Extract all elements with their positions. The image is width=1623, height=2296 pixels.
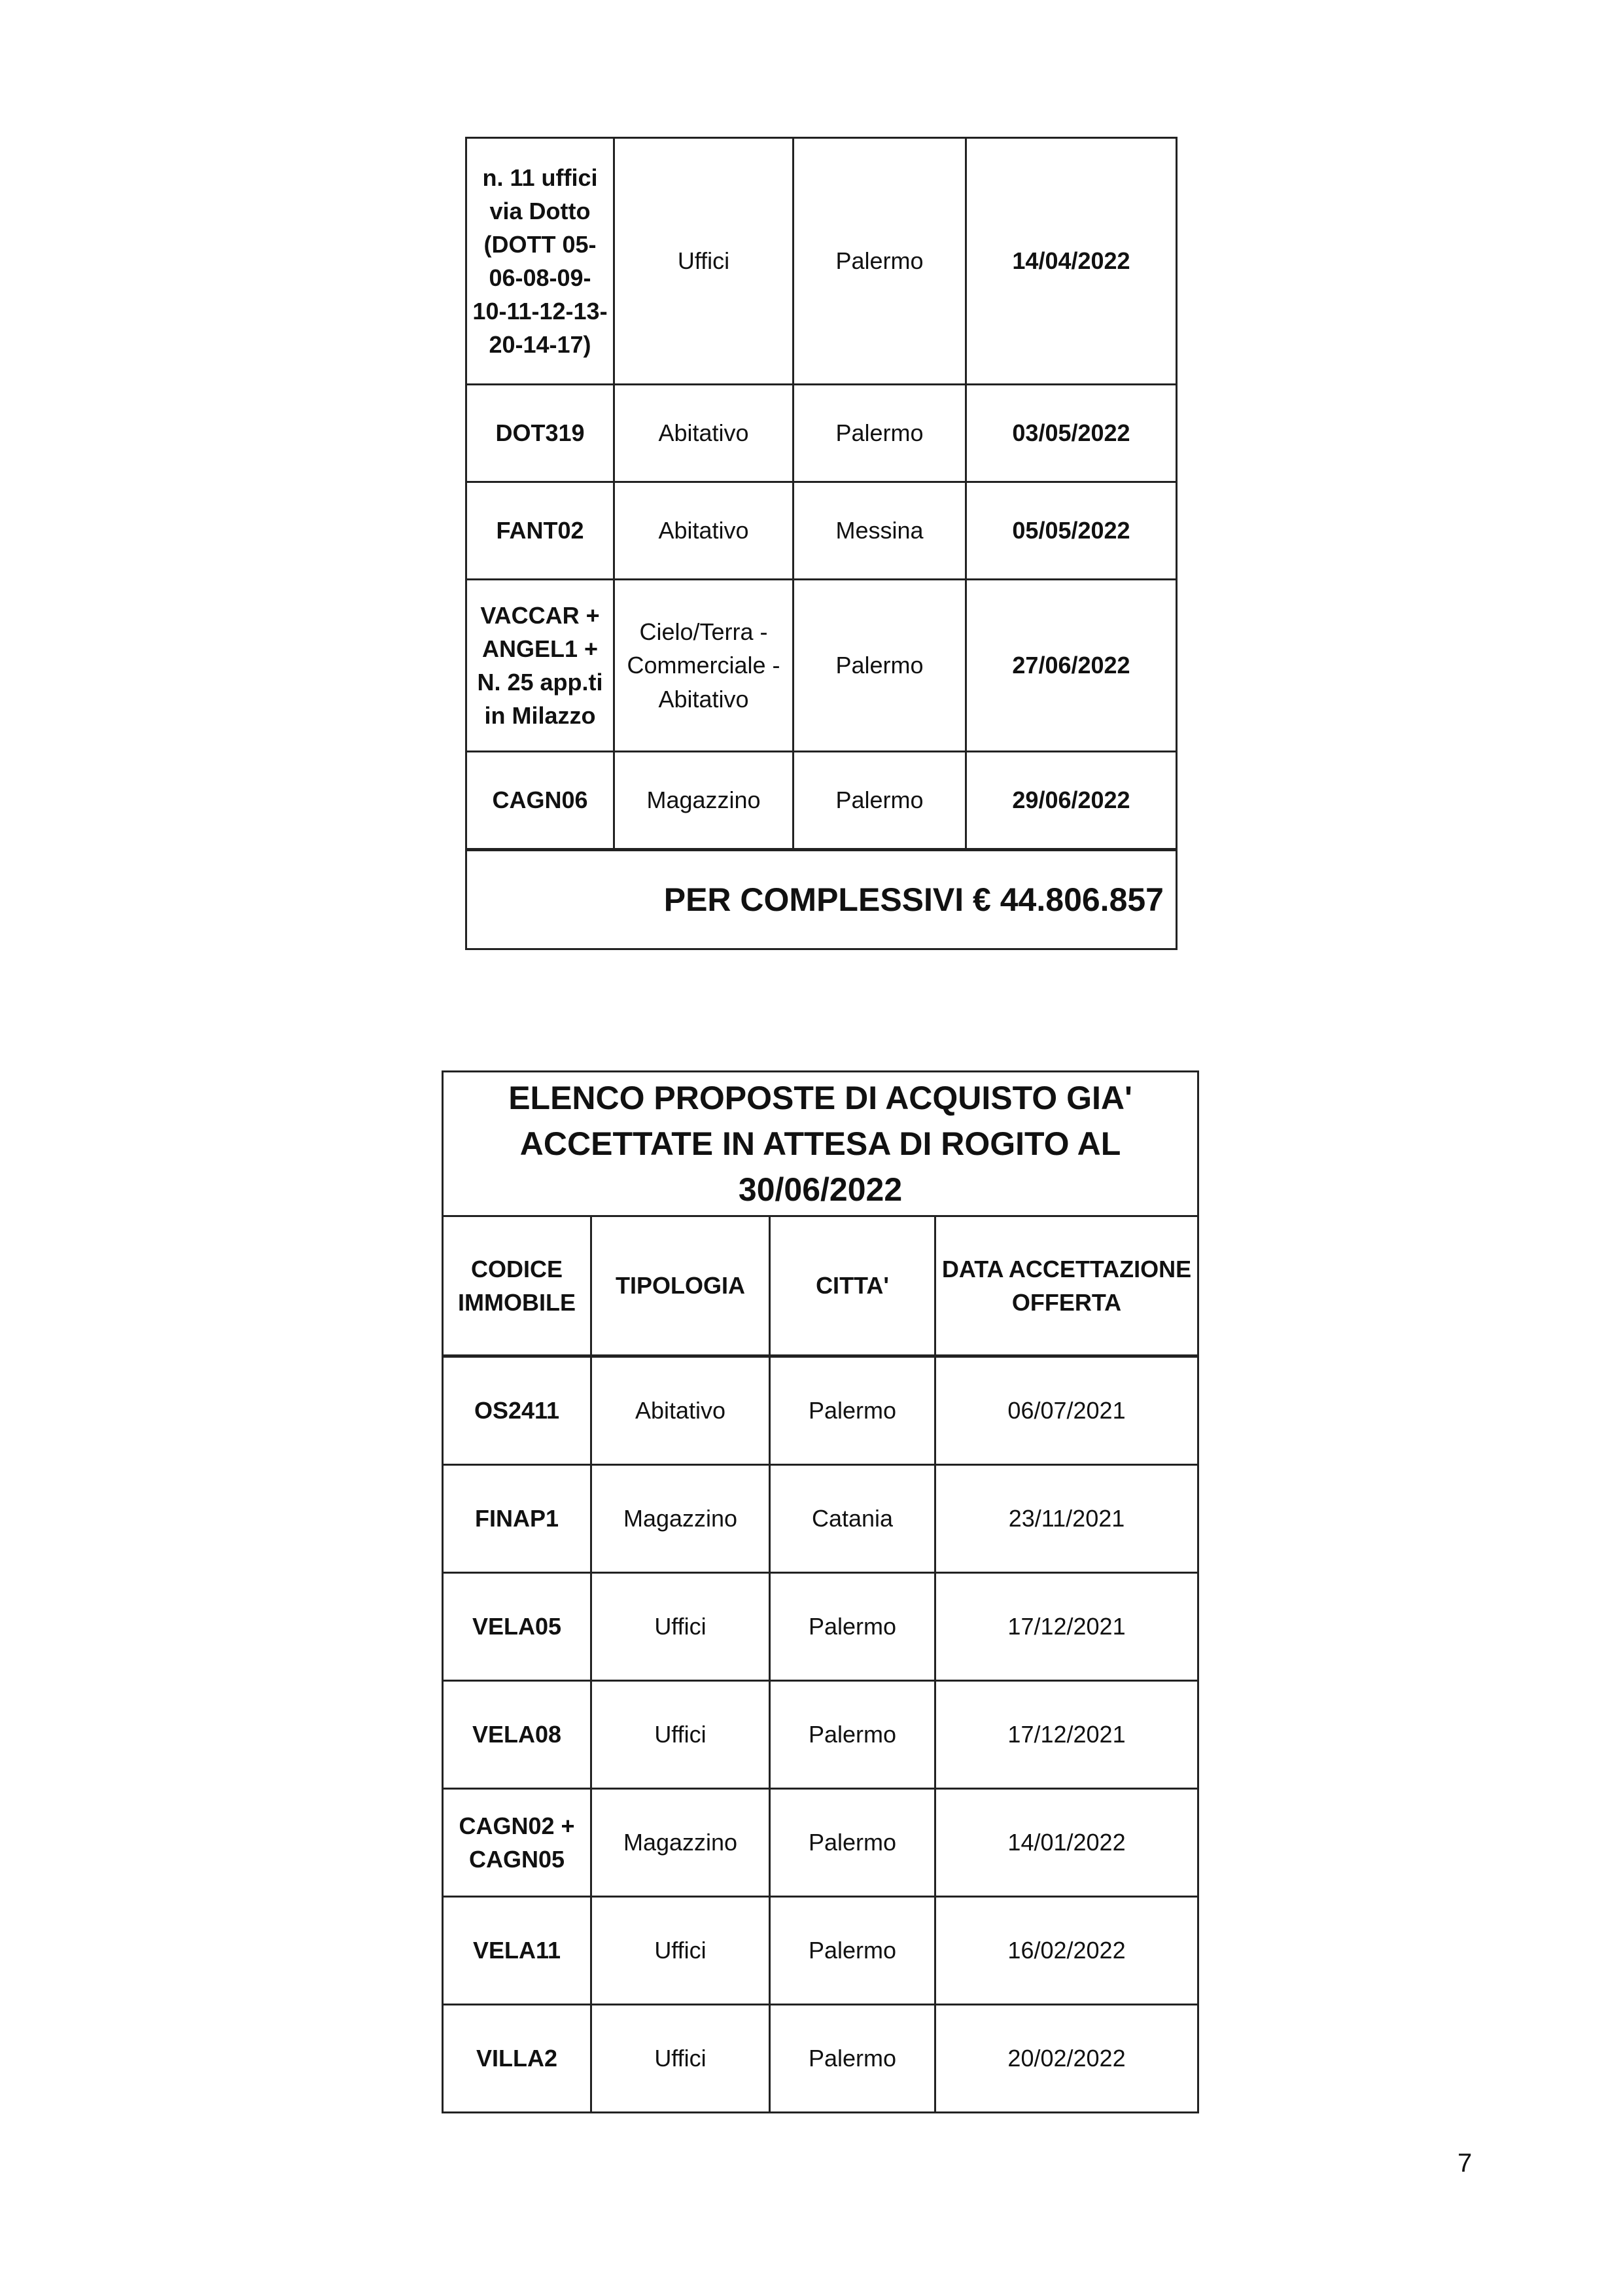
table-row	[466, 138, 1177, 385]
citta-cell: Palermo	[770, 1356, 935, 1465]
page-number: 7	[1457, 2149, 1473, 2178]
codice-cell: FINAP1	[443, 1465, 591, 1573]
codice-cell: VELA05	[443, 1573, 591, 1681]
data-cell: 17/12/2021	[935, 1681, 1198, 1789]
total-row	[466, 850, 1177, 949]
data-cell: 16/02/2022	[935, 1897, 1198, 2005]
data-cell: 29/06/2022	[966, 752, 1177, 850]
header-codice: CODICE IMMOBILE	[443, 1216, 591, 1356]
data-cell: 27/06/2022	[966, 580, 1177, 752]
table-title: ELENCO PROPOSTE DI ACQUISTO GIA' ACCETTATE IN ATTESA DI ROGITO AL 30/06/2022	[443, 1072, 1198, 1216]
table-row	[466, 752, 1177, 850]
table-row	[443, 1465, 1198, 1573]
accepted-proposals-table	[442, 1070, 1199, 2113]
table-title-row	[443, 1072, 1198, 1216]
citta-cell: Palermo	[770, 1789, 935, 1897]
table-row	[443, 1897, 1198, 2005]
codice-cell: OS2411	[443, 1356, 591, 1465]
table-header-row	[443, 1216, 1198, 1356]
tipologia-cell: Uffici	[591, 1573, 770, 1681]
codice-cell: n. 11 uffici via Dotto (DOTT 05-06-08-09-10-11-12-13-20-14-17)	[466, 138, 614, 385]
codice-cell: VILLA2	[443, 2005, 591, 2113]
data-cell: 06/07/2021	[935, 1356, 1198, 1465]
tipologia-cell: Magazzino	[614, 752, 794, 850]
tipologia-cell: Magazzino	[591, 1465, 770, 1573]
codice-cell: CAGN02 + CAGN05	[443, 1789, 591, 1897]
tipologia-cell: Abitativo	[614, 385, 794, 482]
table-row	[443, 2005, 1198, 2113]
data-cell: 17/12/2021	[935, 1573, 1198, 1681]
citta-cell: Palermo	[794, 752, 966, 850]
codice-cell: CAGN06	[466, 752, 614, 850]
citta-cell: Catania	[770, 1465, 935, 1573]
table-row	[443, 1789, 1198, 1897]
codice-cell: DOT319	[466, 385, 614, 482]
table-row	[443, 1681, 1198, 1789]
table-row	[466, 482, 1177, 580]
table-row	[466, 580, 1177, 752]
tipologia-cell: Uffici	[614, 138, 794, 385]
citta-cell: Palermo	[770, 1573, 935, 1681]
data-cell: 20/02/2022	[935, 2005, 1198, 2113]
tipologia-cell: Cielo/Terra - Commerciale - Abitativo	[614, 580, 794, 752]
header-tipologia: TIPOLOGIA	[591, 1216, 770, 1356]
data-cell: 05/05/2022	[966, 482, 1177, 580]
citta-cell: Palermo	[794, 385, 966, 482]
sales-table-continued	[465, 137, 1178, 950]
tipologia-cell: Abitativo	[614, 482, 794, 580]
citta-cell: Messina	[794, 482, 966, 580]
citta-cell: Palermo	[794, 138, 966, 385]
data-cell: 14/04/2022	[966, 138, 1177, 385]
tipologia-cell: Uffici	[591, 1681, 770, 1789]
table-row	[466, 385, 1177, 482]
header-data: DATA ACCETTAZIONE OFFERTA	[935, 1216, 1198, 1356]
data-cell: 14/01/2022	[935, 1789, 1198, 1897]
citta-cell: Palermo	[770, 1681, 935, 1789]
tipologia-cell: Uffici	[591, 1897, 770, 2005]
citta-cell: Palermo	[794, 580, 966, 752]
citta-cell: Palermo	[770, 2005, 935, 2113]
codice-cell: VELA08	[443, 1681, 591, 1789]
data-cell: 03/05/2022	[966, 385, 1177, 482]
table-row	[443, 1356, 1198, 1465]
data-cell: 23/11/2021	[935, 1465, 1198, 1573]
codice-cell: VACCAR + ANGEL1 + N. 25 app.ti in Milazzo	[466, 580, 614, 752]
tipologia-cell: Uffici	[591, 2005, 770, 2113]
total-amount: PER COMPLESSIVI € 44.806.857	[466, 850, 1177, 949]
tipologia-cell: Abitativo	[591, 1356, 770, 1465]
codice-cell: VELA11	[443, 1897, 591, 2005]
table-row	[443, 1573, 1198, 1681]
citta-cell: Palermo	[770, 1897, 935, 2005]
codice-cell: FANT02	[466, 482, 614, 580]
header-citta: CITTA'	[770, 1216, 935, 1356]
tipologia-cell: Magazzino	[591, 1789, 770, 1897]
